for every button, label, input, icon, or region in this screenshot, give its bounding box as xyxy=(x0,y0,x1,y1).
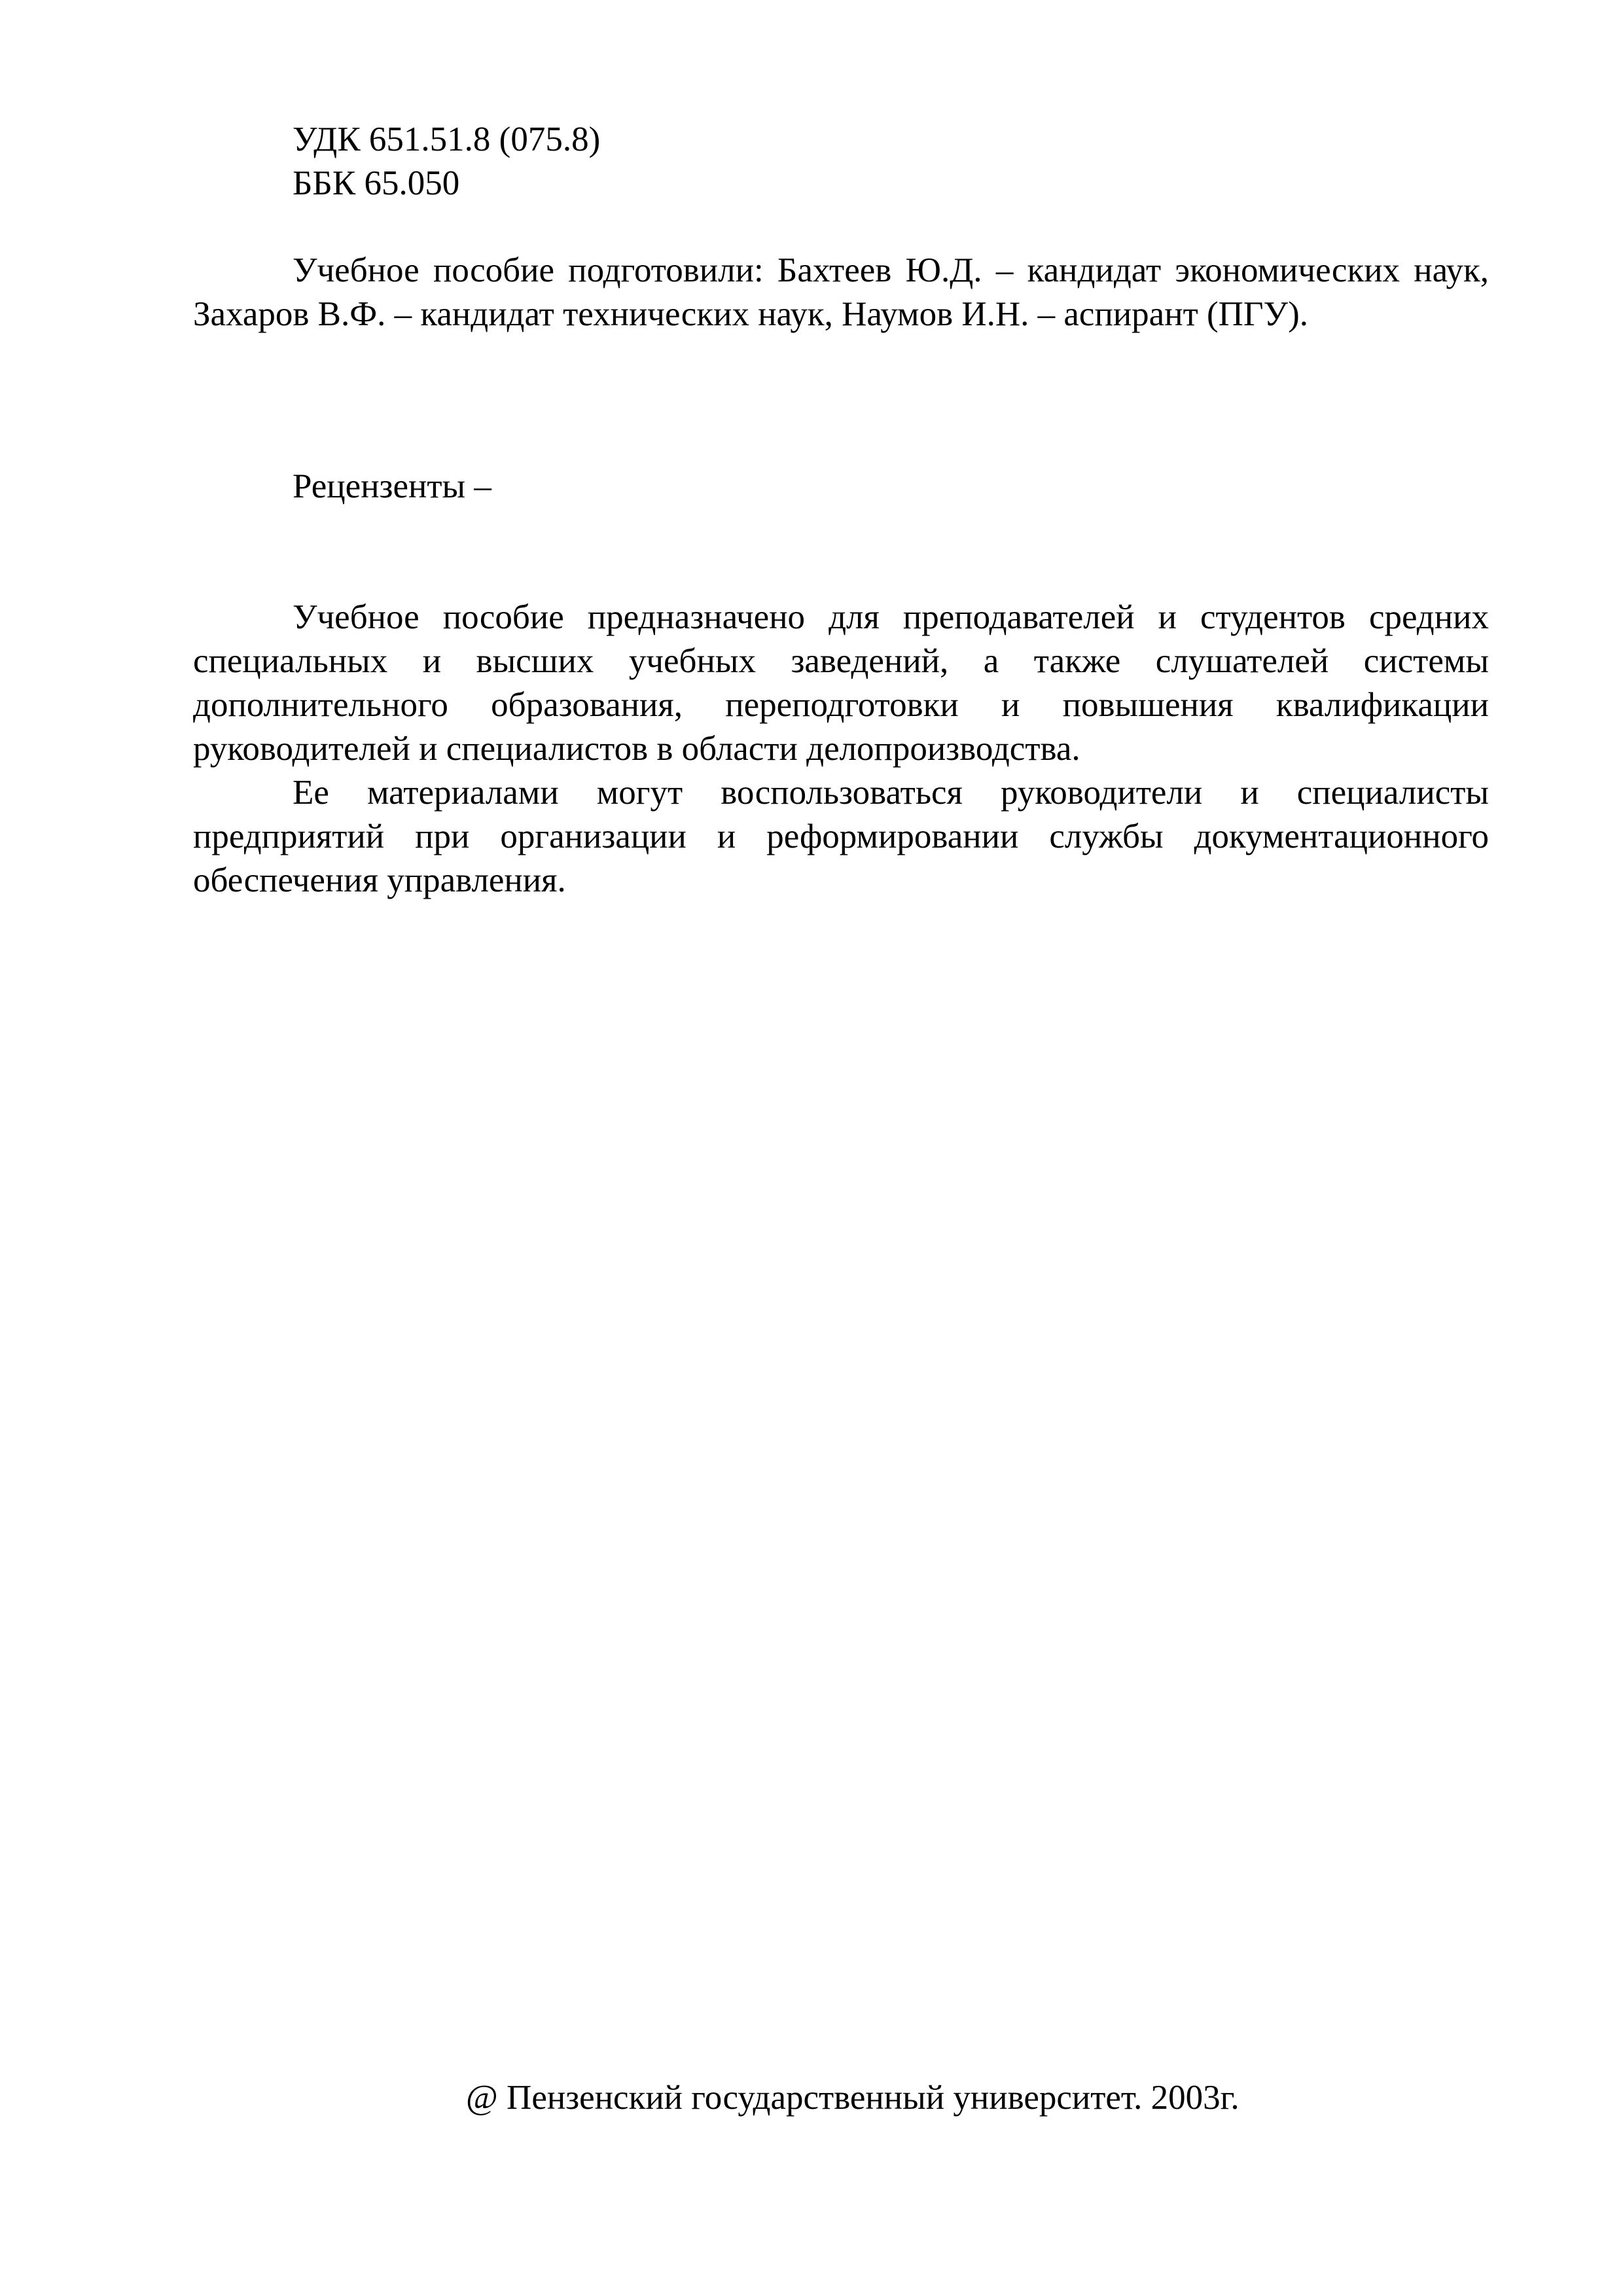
reviewers-section xyxy=(193,465,1489,509)
annotation-paragraph-1: Учебное пособие предназначено для преподавателей и студентов средних специальных и высших учебных заведений, а также слушателей системы дополнительного образования, переподготовки и повышения квалификации руководителей и специалистов в области делопроизводства. xyxy=(193,598,1489,768)
udk-code: УДК 651.51.8 (075.8) xyxy=(293,120,601,158)
reviewers-label: Рецензенты – xyxy=(293,467,491,505)
prepared-by-section xyxy=(193,249,1489,336)
copyright-line: @ Пензенский государственный университет. 2003г. xyxy=(466,2079,1240,2117)
classification-codes xyxy=(193,118,1489,206)
bbk-code: ББК 65.050 xyxy=(293,164,460,202)
prepared-by-text: Учебное пособие подготовили: Бахтеев Ю.Д. – кандидат экономических наук, Захаров В.Ф. – кандидат технических наук, Наумов И.Н. – аспирант (ПГУ). xyxy=(193,251,1489,333)
annotation-paragraph-2: Ее материалами могут воспользоваться руководители и специалисты предприятий при организации и реформировании службы документационного обеспечения управления. xyxy=(193,774,1489,899)
annotation-section xyxy=(193,596,1489,903)
